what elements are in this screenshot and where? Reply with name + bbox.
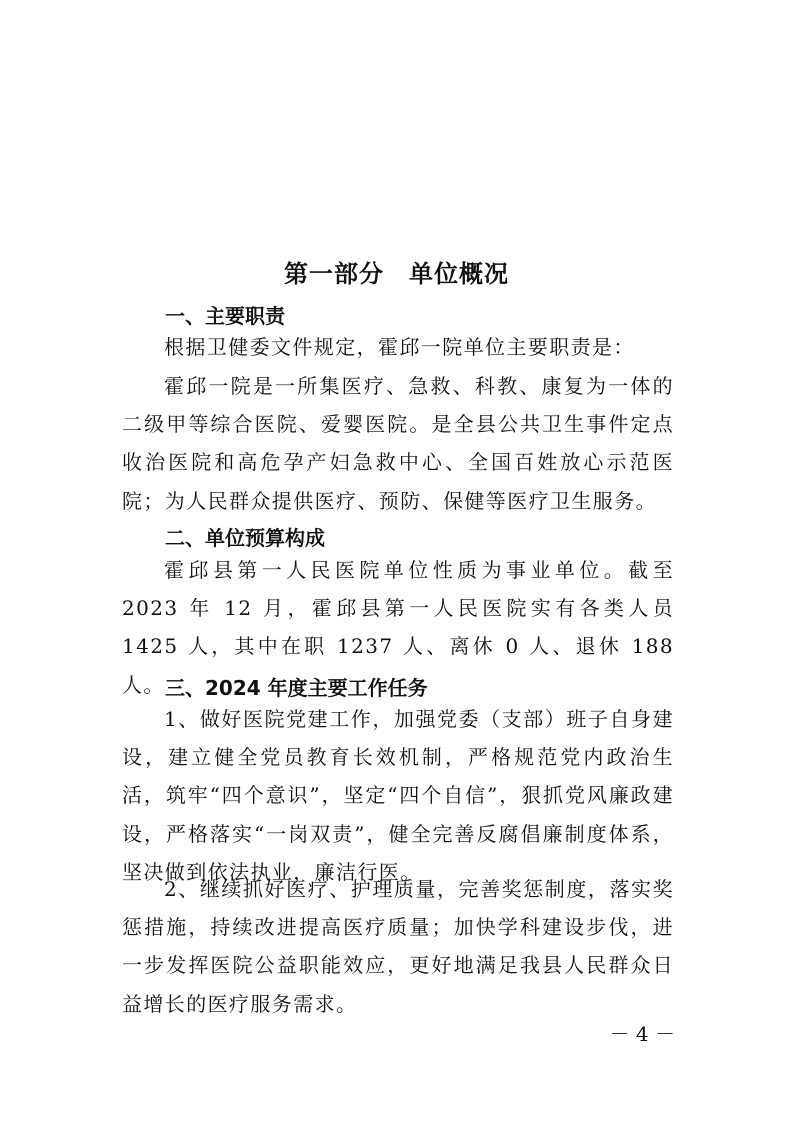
paragraph-duties-intro: 根据卫健委文件规定，霍邱一院单位主要职责是：: [164, 335, 635, 359]
paragraph-task-1: 1、做好医院党建工作，加强党委（支部）班子自身建设，建立健全党员教育长效机制，严格规范党内政治生活，筑牢“四个意识”，坚定“四个自信”，狠抓党风廉政建设，严格落实“一岗双责”，健全完善反腐倡廉制度体系，坚决做到依法执业，廉洁行医。: [122, 707, 674, 884]
section-heading-budget-composition: 二、单位预算构成: [165, 526, 325, 550]
page-number: － 4 －: [609, 1022, 675, 1046]
paragraph-staff-composition: 霍邱县第一人民医院单位性质为事业单位。截至 2023 年 12 月，霍邱县第一人民医院实有各类人员 1425 人，其中在职 1237 人、离休 0 人、退休 188 人。: [122, 558, 674, 697]
section-heading-main-duties: 一、主要职责: [165, 304, 285, 328]
page-title: 第一部分 单位概况: [284, 260, 509, 288]
section-heading-2024-tasks: 三、2024 年度主要工作任务: [165, 676, 428, 700]
paragraph-hospital-description: 霍邱一院是一所集医疗、急救、科教、康复为一体的二级甲等综合医院、爱婴医院。是全县公共卫生事件定点收治医院和高危孕产妇急救中心、全国百姓放心示范医院；为人民群众提供医疗、预防、保健等医疗卫生服务。: [122, 374, 674, 513]
paragraph-task-2: 2、继续抓好医疗、护理质量，完善奖惩制度，落实奖惩措施，持续改进提高医疗质量；加快学科建设步伐，进一步发挥医院公益职能效应，更好地满足我县人民群众日益增长的医疗服务需求。: [122, 877, 674, 1016]
